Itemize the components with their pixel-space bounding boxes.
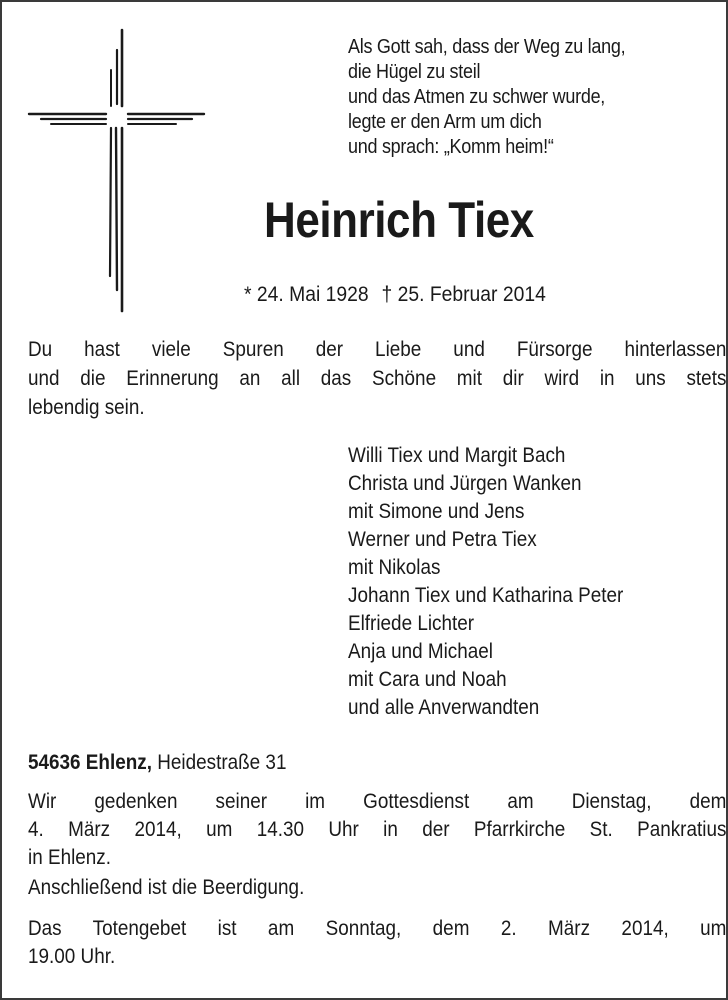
intro-text <box>28 335 726 422</box>
prayer-line: Das Totengebet ist am Sonntag, dem 2. März 2014, um <box>28 917 727 940</box>
burial-line: Anschließend ist die Beerdigung. <box>28 876 305 899</box>
mourner: Werner und Petra Tiex <box>348 528 537 551</box>
poem-line: und das Atmen zu schwer wurde, <box>348 86 606 108</box>
life-dates <box>244 282 546 308</box>
mourner: mit Nikolas <box>348 556 441 579</box>
address-street: Heidestraße 31 <box>157 751 287 774</box>
intro-line: Du hast viele Spuren der Liebe und Fürsorge hinterlassen <box>28 338 727 361</box>
intro-line: und die Erinnerung an all das Schöne mit dir wird in uns stets <box>28 367 727 390</box>
mourner: und alle Anverwandten <box>348 696 540 719</box>
service-line: in Ehlenz. <box>28 846 112 869</box>
poem-line: und sprach: „Komm heim!“ <box>348 136 554 158</box>
mourner: mit Simone und Jens <box>348 500 525 523</box>
poem-line: Als Gott sah, dass der Weg zu lang, <box>348 36 626 58</box>
birth-date: * 24. Mai 1928 <box>244 283 369 306</box>
burial-info <box>28 874 726 902</box>
mourner: Elfriede Lichter <box>348 612 475 635</box>
service-info <box>28 788 726 872</box>
poem-line: legte er den Arm um dich <box>348 111 542 133</box>
deceased-name: Heinrich Tiex <box>264 192 534 248</box>
prayer-info <box>28 915 726 971</box>
mourner: Johann Tiex und Katharina Peter <box>348 584 624 607</box>
address-city: 54636 Ehlenz, <box>28 751 152 774</box>
intro-line: lebendig sein. <box>28 396 145 419</box>
poem <box>348 35 625 160</box>
cross-icon <box>26 26 210 318</box>
death-date: † 25. Februar 2014 <box>381 283 546 306</box>
mourner: Anja und Michael <box>348 640 493 663</box>
mourner: Willi Tiex und Margit Bach <box>348 444 566 467</box>
service-line: 4. März 2014, um 14.30 Uhr in der Pfarrkirche St. Pankratius <box>28 818 727 841</box>
service-line: Wir gedenken seiner im Gottesdienst am Dienstag, dem <box>28 790 727 813</box>
address <box>28 750 286 776</box>
mourner: Christa und Jürgen Wanken <box>348 472 582 495</box>
prayer-line: 19.00 Uhr. <box>28 945 116 968</box>
mourner: mit Cara und Noah <box>348 668 507 691</box>
mourners-list <box>348 442 623 722</box>
poem-line: die Hügel zu steil <box>348 61 481 83</box>
